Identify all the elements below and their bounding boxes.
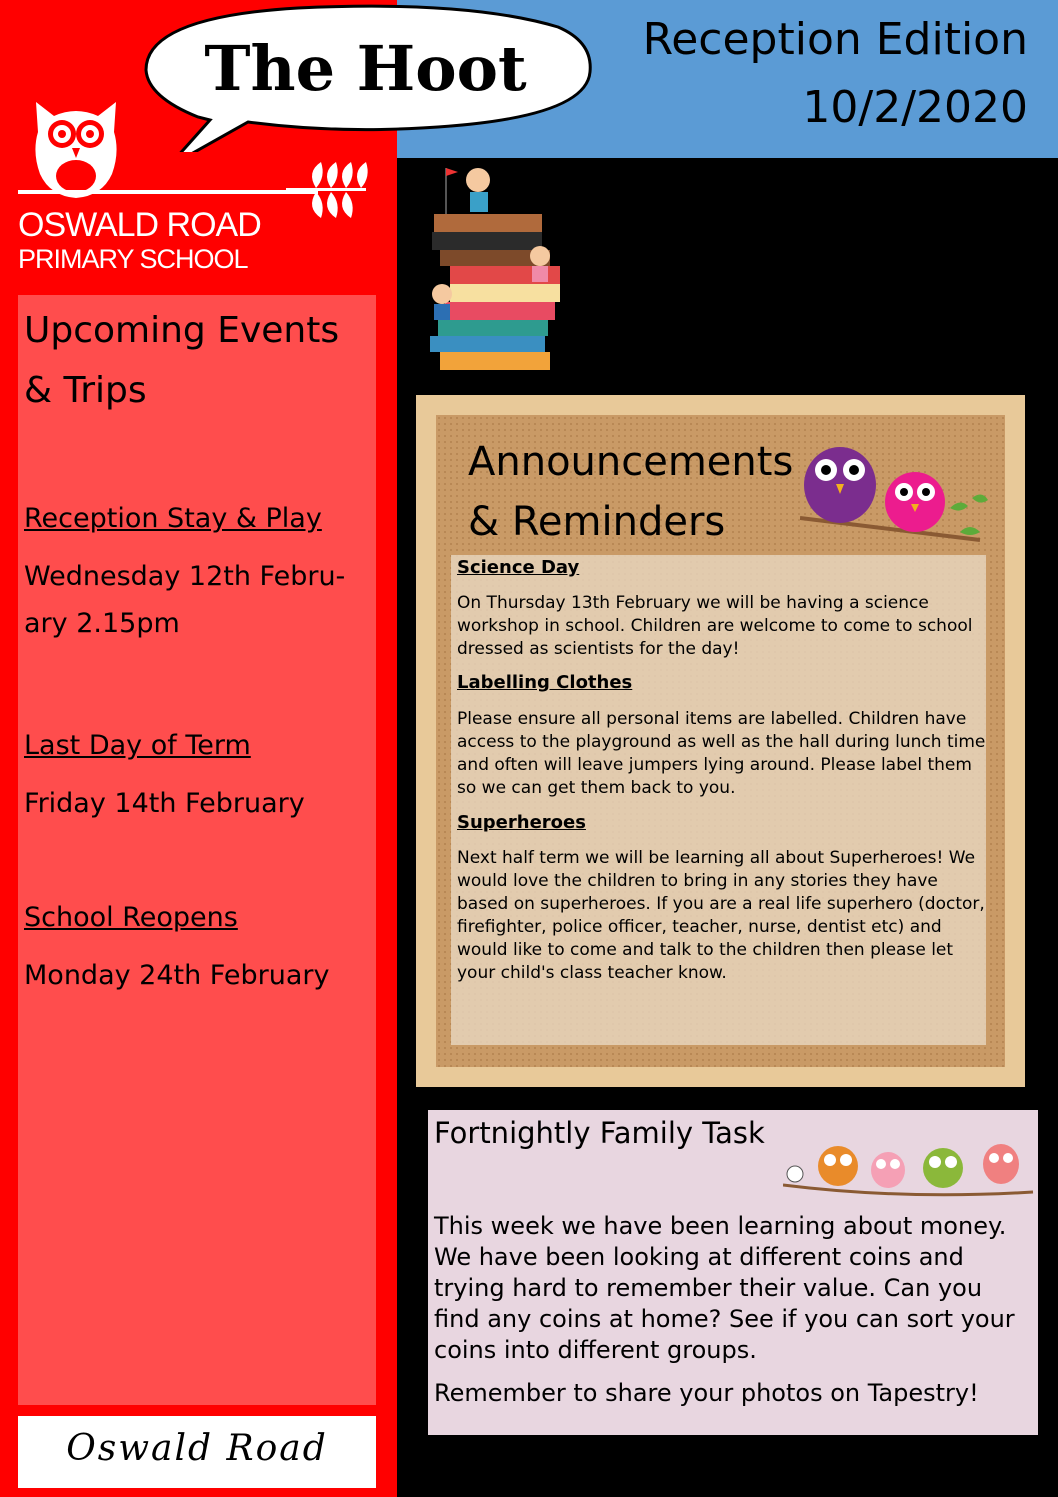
edition-label: Reception Edition bbox=[642, 14, 1028, 65]
owls-row-icon bbox=[783, 1130, 1038, 1200]
family-task-reminder: Remember to share your photos on Tapestry! bbox=[434, 1379, 979, 1407]
announcements-title: Announcements & Reminders bbox=[468, 439, 794, 545]
event-detail: Wednesday 12th Febru-ary 2.15pm bbox=[24, 561, 346, 639]
footer-box bbox=[18, 1416, 376, 1488]
notice-body: Please ensure all personal items are labelled. Children have access to the playground as well as the hall during lunch time and often will leave jumpers lying around. Please label them so we can get them back to you. bbox=[457, 709, 986, 798]
edition-info bbox=[643, 6, 1028, 142]
notice-body: Next half term we will be learning all about Superheroes! We would love the children to bring in any stories they have based on superheroes. If you are a real life superhero (doctor, firefighter, police officer, teacher, nurse, dentist etc) and would like to come and talk to the children then please let your child's class teacher know. bbox=[457, 848, 985, 983]
family-task-title: Fortnightly Family Task bbox=[434, 1116, 765, 1150]
event-heading: School Reopens bbox=[24, 902, 238, 933]
notice-heading: Superheroes bbox=[457, 812, 586, 833]
school-name bbox=[18, 206, 261, 274]
event-heading: Last Day of Term bbox=[24, 730, 251, 761]
event-detail: Friday 14th February bbox=[24, 788, 305, 819]
newsletter-title: The Hoot bbox=[204, 32, 527, 105]
notice-body: On Thursday 13th February we will be having a science workshop in school. Children are welcome to come to school dressed as scientists for the day! bbox=[457, 593, 973, 659]
notice-heading: Science Day bbox=[457, 557, 580, 578]
leaf-branch-icon bbox=[286, 162, 368, 218]
footer-text: Oswald Road bbox=[66, 1428, 328, 1469]
school-name-line2: PRIMARY SCHOOL bbox=[18, 244, 248, 274]
event-heading: Reception Stay & Play bbox=[24, 503, 322, 534]
owls-on-branch-icon bbox=[800, 440, 1000, 560]
edition-date: 10/2/2020 bbox=[802, 82, 1028, 133]
family-task-panel bbox=[428, 1110, 1038, 1435]
notice-card bbox=[451, 555, 986, 1045]
family-task-text: This week we have been learning about money. We have been looking at different coins and trying hard to remember their value. Can you find any coins at home? See if you can sort your coins into different groups. bbox=[434, 1212, 1015, 1364]
books-illustration bbox=[420, 162, 570, 377]
school-name-line1: OSWALD ROAD bbox=[18, 206, 261, 244]
event-detail: Monday 24th February bbox=[24, 960, 330, 991]
notice-heading: Labelling Clothes bbox=[457, 672, 633, 693]
events-title: Upcoming Events & Trips bbox=[24, 310, 340, 411]
events-panel bbox=[18, 295, 376, 1405]
